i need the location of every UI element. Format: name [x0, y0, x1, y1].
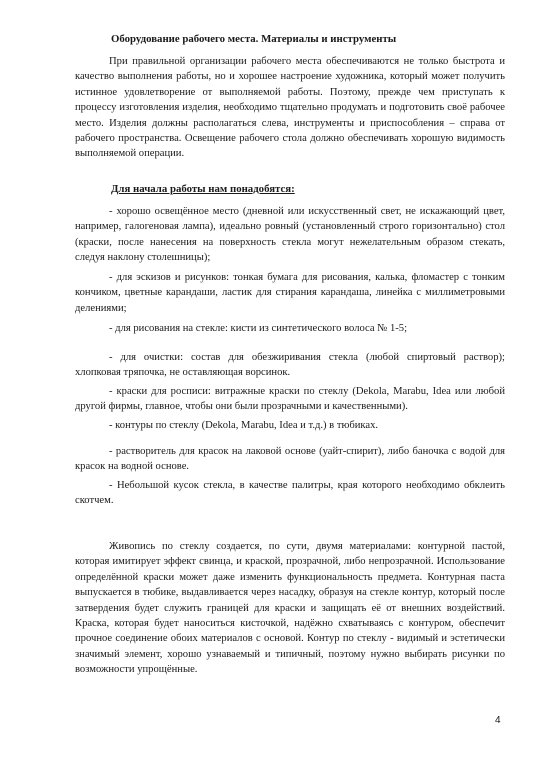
page-number: 4	[495, 715, 501, 726]
closing-paragraph: Живопись по стеклу создается, по сути, двумя материалами: контурной пастой, которая имитирует эффект свинца, и краской, прозрачной, либо непрозрачной. Использование определённой краски может даже изменить функциональность предмета. Контурная паста выпускается в тюбике, выдавливается через насадку, образуя на стекле контур, который после затвердения будет служить границей для краски и защищать её от внешних воздействий. Краска, которая будет наноситься кисточкой, надёжно схватываясь с контуром, обеспечит прочное соединение обоих материалов с основой. Контур по стеклу - видимый и эстетически значимый элемент, хорошо узнаваемый и типичный, поэтому нужно выбирать рисунки по возможности упрощённые.	[75, 541, 505, 676]
intro-paragraph: При правильной организации рабочего места обеспечиваются не только быстрота и качество выполнения работы, но и хорошее настроение художника, который может получить истинное удовлетворение от выполняемой работы. Поэтому, прежде чем приступать к процессу изготовления изделия, необходимо тщательно продумать и подготовить своё рабочее место. Изделия должны располагаться слева, инструменты и приспособления – справа от рабочего пространства. Освещение рабочего стола должно обеспечивать хорошую видимость выполняемой операции.	[75, 56, 505, 160]
list-item-cleaning: - для очистки: состав для обезжиривания стекла (любой спиртовый раствор); хлопковая тряпочка, не оставляющая ворсинок.	[75, 352, 505, 379]
list-item-solvent: - растворитель для красок на лаковой основе (уайт-спирит), либо баночка с водой для красок на водной основе.	[75, 446, 505, 473]
list-item-contours: - контуры по стеклу (Dekola, Marabu, Idea и т.д.) в тюбиках.	[109, 420, 379, 431]
list-item-paints: - краски для росписи: витражные краски по стеклу (Dekola, Marabu, Idea или любой другой фирмы, главное, чтобы они были прозрачными и качественными).	[75, 386, 505, 413]
list-item-palette-glass: - Небольшой кусок стекла, в качестве палитры, края которого необходимо обклеить скотчем.	[75, 480, 505, 507]
list-item-brushes: - для рисования на стекле: кисти из синтетического волоса № 1-5;	[109, 323, 408, 334]
section-title-equipment: Оборудование рабочего места. Материалы и инструменты	[111, 33, 397, 45]
list-item-workplace: - хорошо освещённое место (дневной или искусственный свет, не искажающий цвет, например, галогеновая лампа), идеально ровный (установленный строго горизонтально) стол (краски, после нанесения на поверхность стекла могут нежелательным образом стекать, следуя наклону столешницы);	[75, 206, 505, 264]
list-item-sketch-supplies: - для эскизов и рисунков: тонкая бумага для рисования, калька, фломастер с тонким кончиком, цветные карандаши, ластик для стирания карандаша, линейка с миллиметровыми делениями;	[75, 272, 505, 314]
section-title-materials: Для начала работы нам понадобятся:	[111, 183, 295, 195]
